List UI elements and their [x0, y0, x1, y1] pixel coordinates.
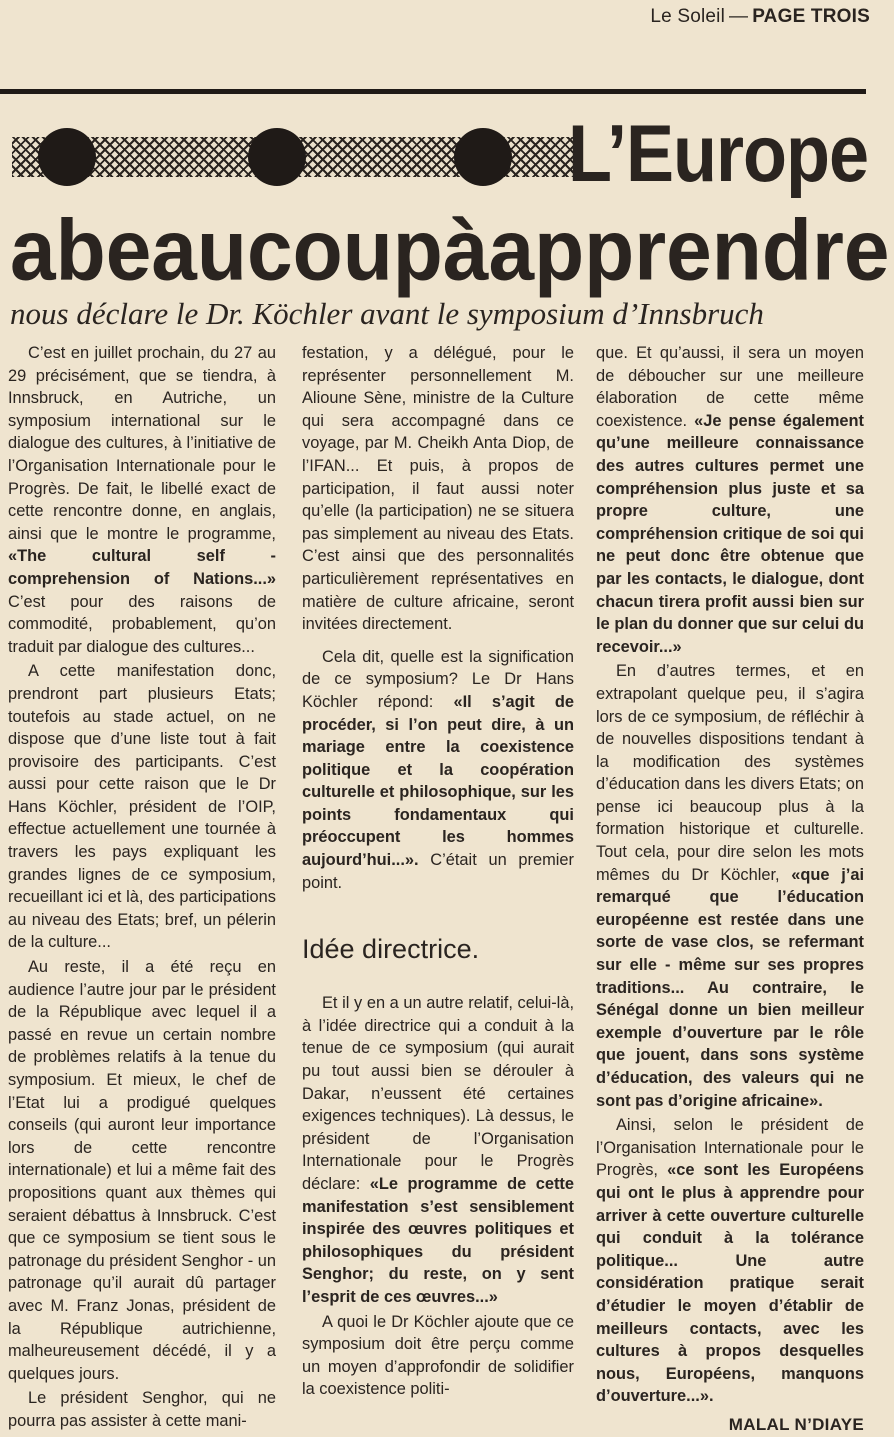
headline-line2	[10, 202, 890, 299]
page-label: PAGE TROIS	[752, 6, 870, 27]
decorative-band	[12, 137, 574, 177]
deck-subtitle: nous déclare le Dr. Köchler avant le symposium d’Innsbruch	[10, 296, 764, 331]
masthead	[650, 6, 870, 28]
masthead-separator: —	[729, 6, 749, 27]
decorative-dot	[38, 128, 96, 186]
decorative-dot	[248, 128, 306, 186]
paragraph: A cette manifestation donc, prendront part plusieurs Etats; toutefois au stade actuel, on ne dispose que d’une liste tout à fait provisoire des participants. C’est aussi pour cette raison que le Dr Hans Köchler, président de l’OIP, effectue actuellement une tournée à travers les pays expliquant les grandes lignes de ce symposium, recueillant ici et là, des participations au niveau des Etats; bref, un pélerin de la culture...	[8, 662, 276, 952]
headline-line1: L’Europe	[567, 109, 868, 200]
headline-word: à	[442, 202, 489, 299]
headline-word: beaucoup	[55, 202, 443, 299]
paragraph: Au reste, il a été reçu en audience l’autre jour par le président de la République avec lequel il a passé en revue un certain nombre de problèmes relatifs à la tenue du symposium. Et mieux, le chef de l’Etat lui a prodigué quelques conseils (qui auront leur importance lors de cette rencontre internationale) et lui a même fait des propositions quant aux thèmes qui seraient débattus à Innsbruck. C’est que ce symposium se tient sous le patronage du président Senghor - un patronage qu’il aurait dû partager avec M. Franz Jonas, président de la République autrichienne, malheureusement décédé, il y a quelques jours.	[8, 958, 276, 1383]
article-column-1	[8, 342, 276, 1433]
decorative-dot	[454, 128, 512, 186]
article-column-2	[302, 342, 574, 1401]
section-subheading: Idée directrice.	[302, 934, 480, 965]
paragraph: festation, y a délégué, pour le représenter personnellement M. Alioune Sène, ministre de la Culture qui sera accompagné dans ce voyage, par M. Cheikh Anta Diop, de l’IFAN... Et puis, à propos de participation, il faut aussi noter qu’elle (la participation) ne se situera pas simplement au niveau des Etats. C’est ainsi que des personnalités particulièrement représentatives en matière de culture africaine, seront invitées directement.	[302, 344, 574, 634]
headline-word: apprendre	[488, 202, 890, 299]
paragraph: Cela dit, quelle est la signification de ce symposium? Le Dr Hans Köchler répond: «Il s’agit de procéder, si l’on peut dire, à un mariage entre la coexistence politique et la coopération culturelle et philosophique, sur les points fondamentaux qui préoccupent les hommes aujourd’hui...». C’était un premier point.	[302, 647, 574, 892]
paragraph: Ainsi, selon le président de l’Organisation Internationale pour le Progrès, «ce sont les Européens qui ont le plus à apprendre pour arriver à cette ouverture culturelle qui conduit à la tolérance politique... Une autre considération pratique serait d’étudier le moyen d’établir de meilleurs contacts, avec les cultures à propos desquelles nous, Européens, manquons d’ouverture...».	[596, 1116, 865, 1406]
paragraph: que. Et qu’aussi, il sera un moyen de déboucher sur une meilleure élaboration de cette même coexistence. «Je pense également qu’une meilleure connaissance des autres cultures permet une compréhension plus juste et sa propre culture, une compréhension critique de soi qui ne peut donc être obtenue que par les contacts, le dialogue, dont chacun tirera profit aussi bien sur le plan du donner que sur celui du recevoir...»	[596, 344, 864, 656]
paragraph: C’est en juillet prochain, du 27 au 29 précisément, que se tiendra, à Innsbruck, en Autriche, un symposium international sur le dialogue des cultures, à l’initiative de l’Organisation Internationale pour le Progrès. De fait, le libellé exact de cette rencontre donne, en anglais, ainsi que le montre le programme, «The cultural self - comprehension of Nations...» C’est pour des raisons de commodité, probablement, qu’on traduit par dialogue des cultures...	[8, 344, 276, 656]
paragraph: Le président Senghor, qui ne pourra pas assister à cette mani-	[8, 1389, 276, 1430]
author-signature: MALAL N’DIAYE	[728, 1414, 864, 1434]
headline-word: a	[10, 202, 56, 299]
article-column-3	[596, 342, 864, 1437]
paragraph: Et il y en a un autre relatif, celui-là, à l’idée directrice qui a conduit à la tenue de ce symposium (qui aurait pu tout aussi bien se dérouler à Dakar, n’eussent été certaines exigences techniques). Là dessus, le président de l’Organisation Internationale pour le Progrès déclare: «Le programme de cette manifestation s’est sensiblement inspirée des œuvres politiques et philosophiques du président Senghor; du reste, on y sent l’esprit de ces œuvres...»	[302, 994, 574, 1306]
paragraph: A quoi le Dr Köchler ajoute que ce symposium doit être perçu comme un moyen d’approfondir de solidifier la coexistence politi-	[302, 1312, 574, 1399]
paragraph: En d’autres termes, et en extrapolant quelque peu, il s’agira lors de ce symposium, de réfléchir à de nouvelles dispositions tendant à la modification des systèmes d’éducation dans les divers Etats; on pense ici beaucoup plus à la formation historique et culturelle. Tout cela, pour dire selon les mots mêmes du Dr Köchler, «que j’ai remarqué que l’éducation européenne est restée dans une sorte de vase clos, se refermant sur elle - même sur ses propres traditions... Au contraire, le Sénégal donne un bien meilleur exemple d’ouverture par le rôle que jouent, dans sons système d’éducation, des valeurs qui ne sont pas d’origine africaine».	[596, 662, 864, 1110]
top-rule	[0, 89, 866, 94]
newspaper-name: Le Soleil	[650, 6, 726, 27]
